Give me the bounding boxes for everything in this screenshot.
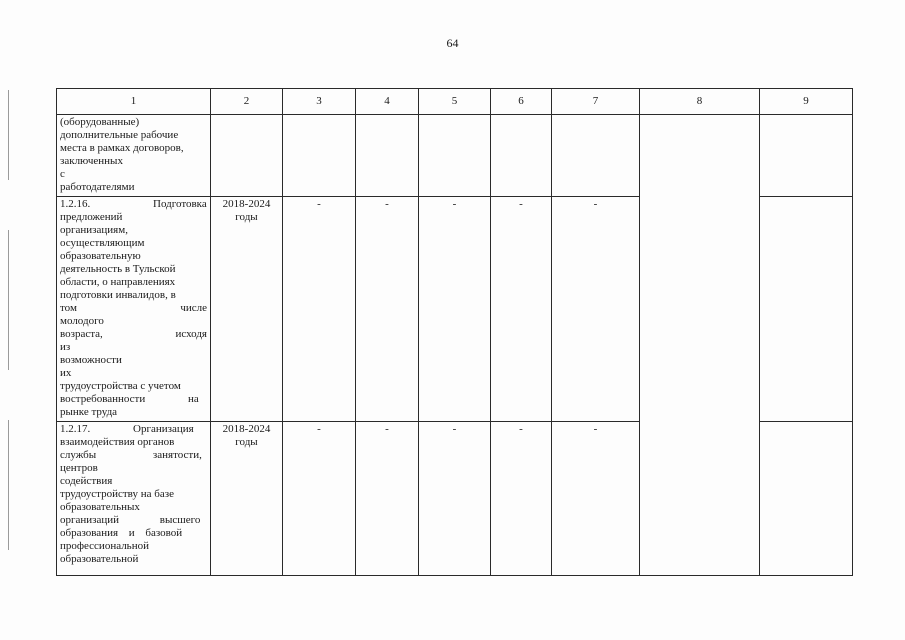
value-cell: -	[419, 422, 491, 576]
years-range: 2018-2024	[222, 423, 271, 435]
text-line: возраста, исходя из	[60, 328, 207, 353]
text-line: деятельность в Тульской	[60, 263, 176, 275]
text-line: 1.2.16. Подготовка	[60, 198, 207, 210]
text-line: организациям,	[60, 224, 128, 236]
years-cell	[211, 115, 283, 197]
text-line: взаимодействия органов	[60, 436, 175, 448]
column-9-cell	[760, 197, 853, 422]
row-description	[57, 422, 211, 576]
scan-margin-mark	[8, 420, 9, 550]
column-header: 1	[57, 89, 211, 115]
text-line: возможности их	[60, 354, 122, 379]
text-line: 1.2.17. Организация	[60, 423, 194, 435]
value-cell	[419, 115, 491, 197]
value-cell	[356, 115, 419, 197]
value-cell: -	[356, 197, 419, 422]
column-header: 4	[356, 89, 419, 115]
value-cell: -	[552, 197, 640, 422]
data-table	[56, 88, 853, 576]
value-cell	[491, 115, 552, 197]
text-line: востребованности на	[60, 393, 199, 405]
value-cell: -	[552, 422, 640, 576]
value-cell	[283, 115, 356, 197]
text-line: образовательных	[60, 501, 140, 513]
column-header: 6	[491, 89, 552, 115]
value-cell: -	[283, 422, 356, 576]
text-line: осуществляющим	[60, 237, 145, 249]
text-line: подготовки инвалидов, в	[60, 289, 176, 301]
row-description	[57, 115, 211, 197]
text-line: образовательную	[60, 250, 141, 262]
text-line: трудоустройства с учетом	[60, 380, 181, 392]
text-line: работодателями	[60, 181, 135, 193]
text-line: профессиональной	[60, 540, 149, 552]
text-line: дополнительные рабочие	[60, 129, 179, 141]
years-cell	[211, 197, 283, 422]
column-9-cell	[760, 115, 853, 197]
text-line: предложений	[60, 211, 123, 223]
text-line: образовательной	[60, 553, 139, 565]
value-cell: -	[356, 422, 419, 576]
text-line: заключенных с	[60, 155, 123, 180]
text-line: организаций высшего	[60, 514, 201, 526]
column-header: 5	[419, 89, 491, 115]
text-line: области, о направлениях	[60, 276, 176, 288]
text-line: рынке труда	[60, 406, 118, 418]
page-number: 64	[446, 36, 459, 50]
value-cell	[552, 115, 640, 197]
value-cell: -	[283, 197, 356, 422]
column-header: 3	[283, 89, 356, 115]
text-line: центров содействия	[60, 462, 113, 487]
column-header: 8	[640, 89, 760, 115]
value-cell: -	[491, 197, 552, 422]
scan-margin-mark	[8, 90, 9, 180]
column-9-cell	[760, 422, 853, 576]
table-row	[57, 115, 853, 197]
value-cell: -	[491, 422, 552, 576]
column-header: 2	[211, 89, 283, 115]
value-cell: -	[419, 197, 491, 422]
column-header: 9	[760, 89, 853, 115]
text-line: трудоустройству на базе	[60, 488, 174, 500]
years-cell	[211, 422, 283, 576]
text-line: (оборудованные)	[60, 116, 140, 128]
text-line: службы занятости,	[60, 449, 202, 461]
text-line: образования и базовой	[60, 527, 183, 539]
table-header-row	[57, 89, 853, 115]
years-unit: годы	[235, 211, 258, 223]
text-line: том числе молодого	[60, 302, 207, 327]
column-header: 7	[552, 89, 640, 115]
column-8-merged-cell	[640, 115, 760, 576]
years-unit: годы	[235, 436, 258, 448]
text-line: места в рамках договоров,	[60, 142, 184, 154]
years-range: 2018-2024	[222, 198, 271, 210]
scan-margin-mark	[8, 230, 9, 370]
row-description	[57, 197, 211, 422]
